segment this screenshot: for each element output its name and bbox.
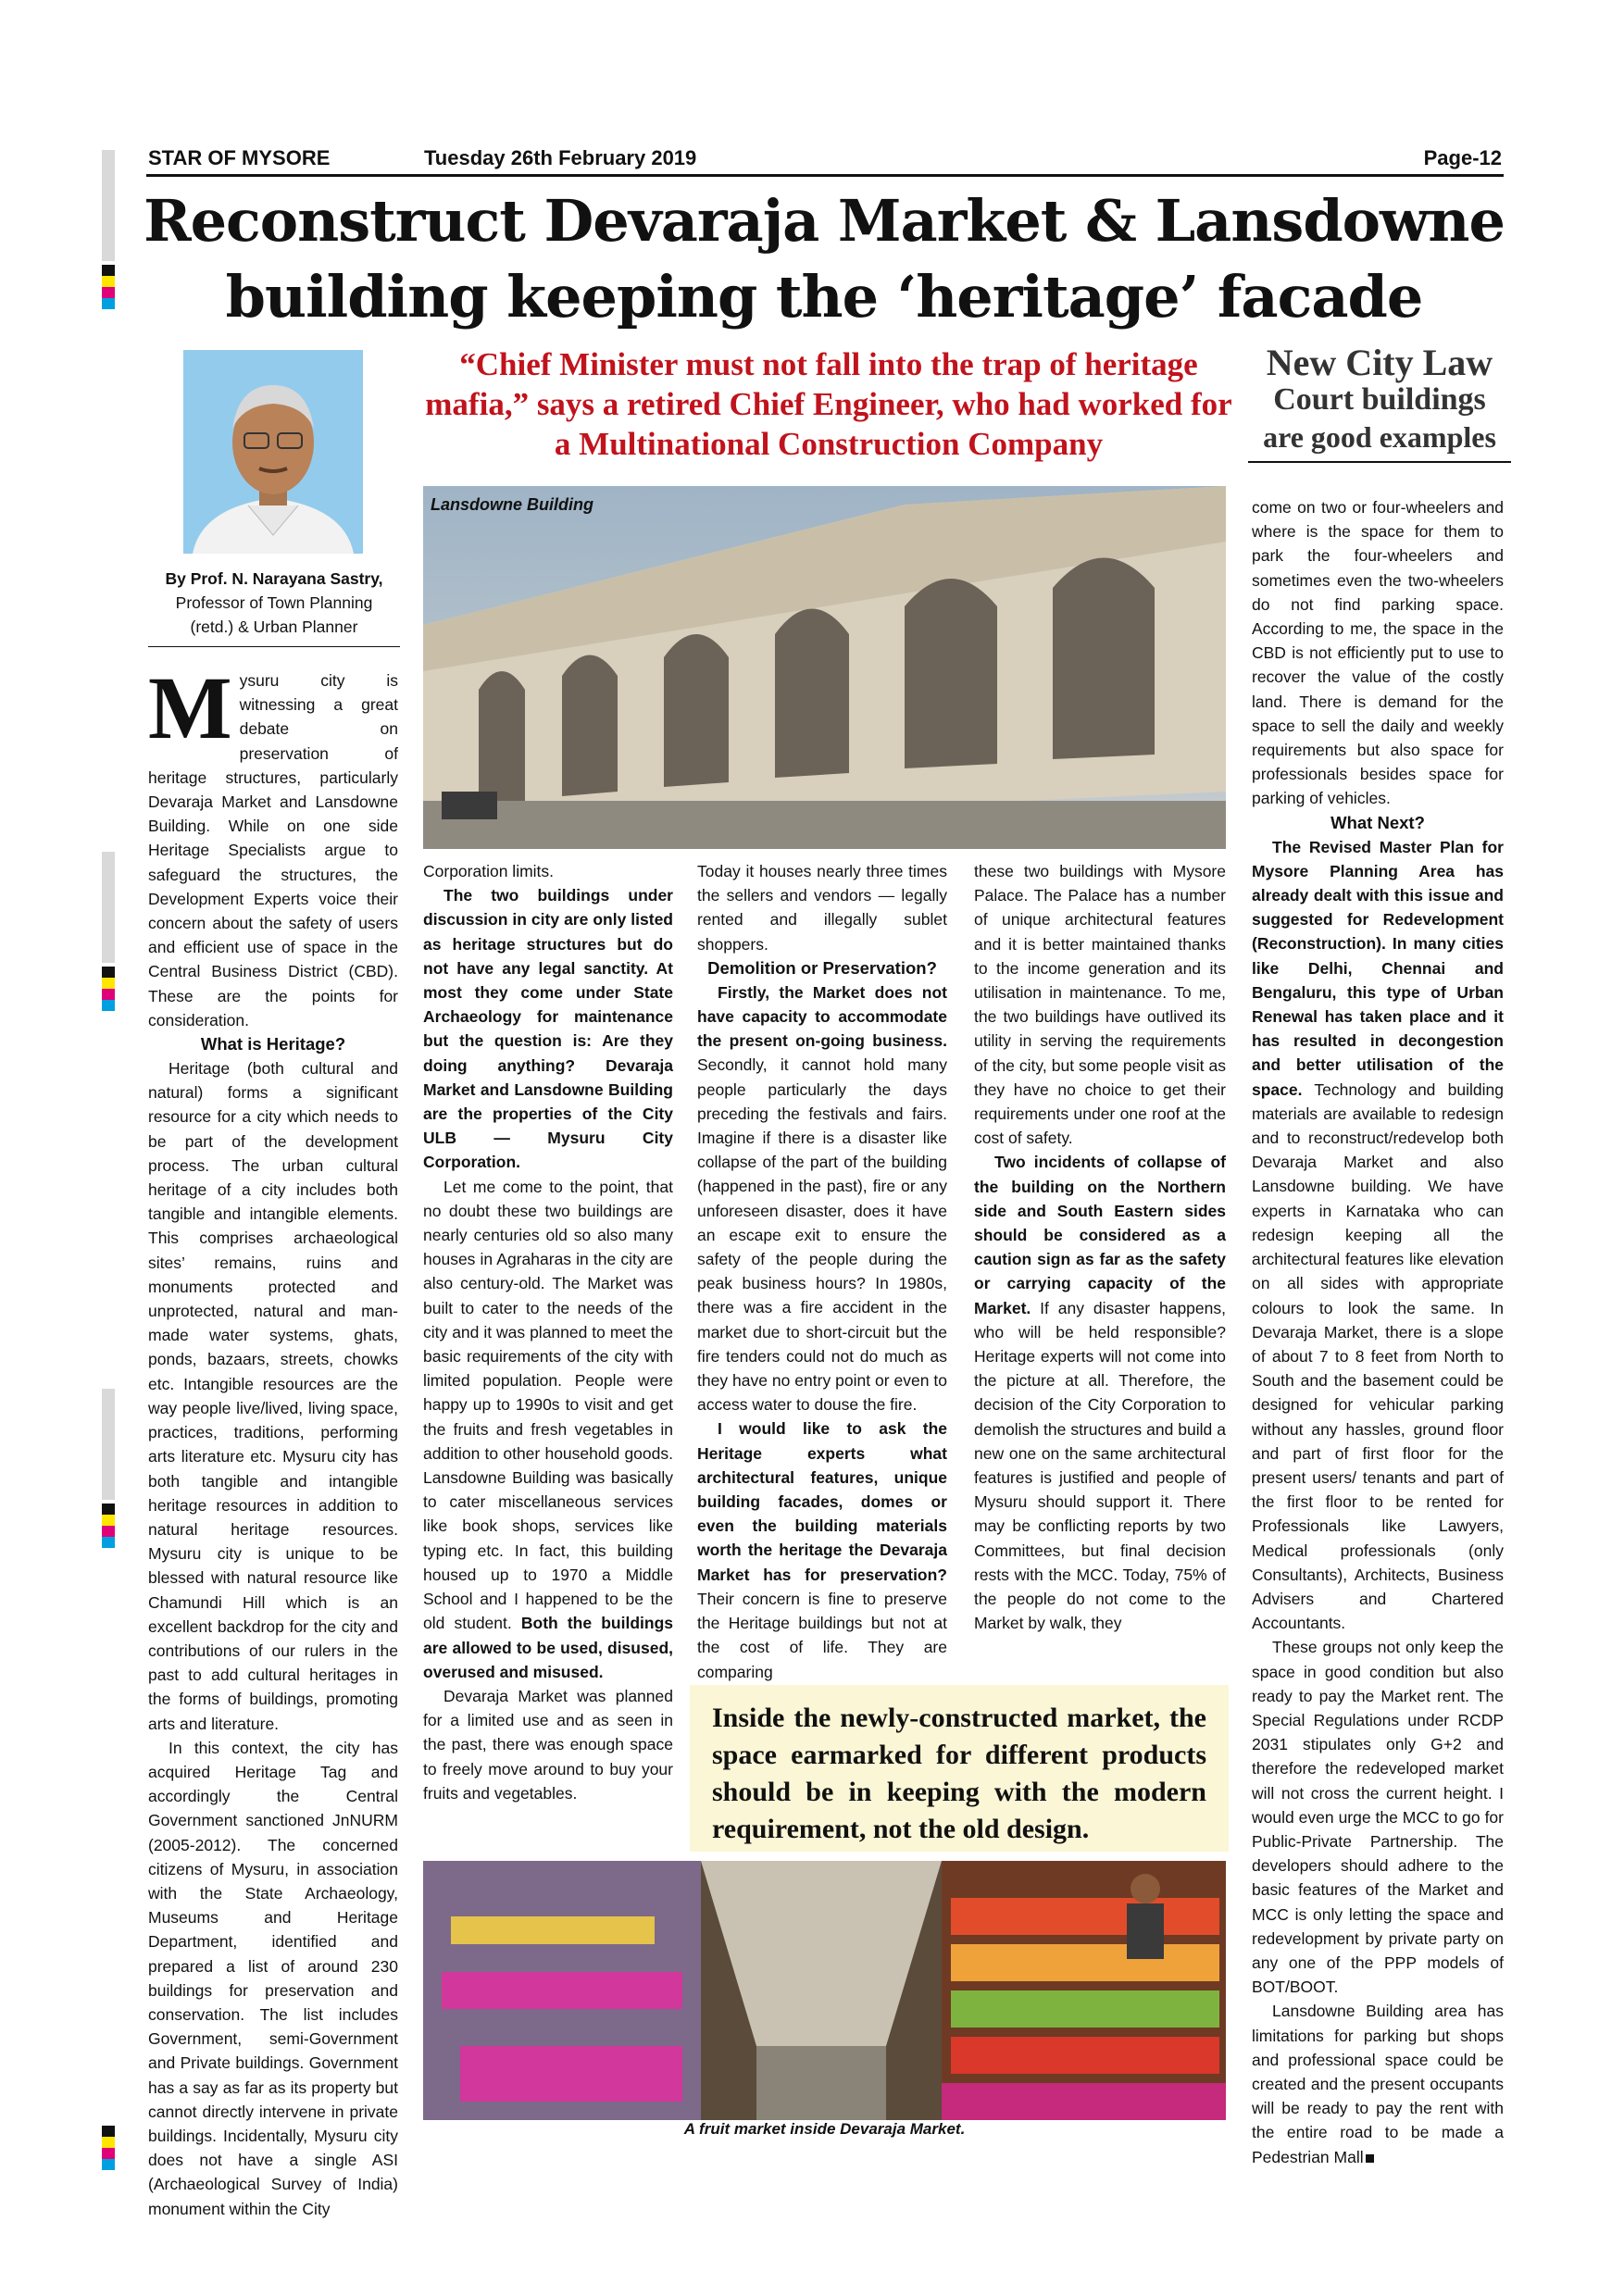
byline: [148, 567, 400, 647]
margin-grey-bar: [102, 1389, 115, 1500]
pull-quote: [690, 1685, 1229, 1852]
section-heading: Demolition or Preservation?: [707, 957, 937, 978]
side-subhead: [1248, 344, 1511, 463]
byline-title-1: Professor of Town Planning: [175, 593, 373, 612]
end-mark: [1366, 2154, 1374, 2163]
paragraph: Corporation limits.: [423, 862, 555, 880]
paragraph: Firstly, the Market does not have capacity to accommodate the present on-going business. Secondly, it cannot hold many people particularly the days preceding the festivals and fairs. Imagine if there is a disaster like collapse of the part of the building (happened in the past), fire or any unforeseen disaster, does it have an escape exit to ensure the safety of the people during the peak business hours? In 1980s, there was a fire accident in the market due to short-circuit but the fire tenders could not do much as they have no entry point or even to access water to douse the fire.: [697, 982, 947, 1415]
masthead: [146, 141, 1504, 177]
headline: [139, 183, 1509, 335]
page-number: Page-12: [1423, 146, 1502, 169]
lansdowne-building-photo: [423, 486, 1226, 849]
paragraph: Two incidents of collapse of the building on the Northern side and South Eastern sides should be considered as a caution sign as far as the safety or carrying capacity of the Market. If any disaster happens, who will be held responsible? Heritage experts will not come into the picture at all. Therefore, the decision of the City Corporation to demolish the structures and build a new one on the same architectural features is justified and people of Mysuru should support it. There may be conflicting reports by two Committees, but final decision rests with the MCC. Today, 75% of the people do not come to the Market by walk, they: [974, 1153, 1226, 1633]
fruit-market-photo: [423, 1861, 1226, 2120]
side-subhead-line-2: Court buildings: [1273, 382, 1486, 417]
registration-marks: [102, 265, 115, 309]
byline-name: By Prof. N. Narayana Sastry,: [165, 569, 383, 588]
paragraph: The two buildings under discussion in city are only listed as heritage structures but do not have any legal sanctity. At most they come under State Archaeology for maintenance but the question is: Are they doing anything? Devaraja Market and Lansdowne Building are the properties of the City ULB — Mysuru City Corporation.: [423, 886, 673, 1172]
headline-line-2: building keeping the ‘heritage’ facade: [225, 263, 1423, 331]
registration-marks: [102, 967, 115, 1011]
headline-line-1: Reconstruct Devaraja Market & Lansdowne: [144, 187, 1505, 255]
pull-quote-text: Inside the newly-constructed market, the space earmarked for different products should be in keeping with the modern requirement, not the old design.: [712, 1703, 1206, 1844]
paragraph: Let me come to the point, that no doubt these two buildings are nearly centuries old so also many houses in Agraharas in the city are also century-old. The Market was built to cater to the needs of the city and it was planned to meet the basic requirements of the city with limited population. People were happy up to 1990s to visit and get the fruits and fresh vegetables in addition to other household goods. Lansdowne Building was basically to cater miscellaneous services like book shops, services like typing etc. In fact, this building housed up to 1970 a Middle School and I happened to be the old student. Both the buildings are allowed to be used, disused, overused and misused.: [423, 1177, 673, 1681]
paragraph: Heritage (both cultural and natural) forms a significant resource for a city which needs to be part of the development process. The urban cultural heritage of a city includes both tangible and intangible elements. This comprises archaeological sites’ remains, ruins and monuments protected and unprotected, natural and man-made water systems, ghats, ponds, bazaars, streets, chowks etc. Intangible resources are the way people live/lived, living space, practices, traditions, performing arts literature etc. Mysuru city has both tangible and intangible heritage resources in addition to natural heritage resources. Mysuru city is unique to be blessed with natural resource like Chamundi Hill which is an excellent backdrop for the city and contributions of our rulers in the past to add cultural heritages in the forms of buildings, promoting arts and literature.: [148, 1059, 398, 1733]
article-column-5: [1252, 495, 1504, 2169]
photo-caption-bottom: A fruit market inside Devaraja Market.: [683, 2120, 966, 2138]
issue-date: Tuesday 26th February 2019: [424, 146, 697, 169]
paragraph: I would like to ask the Heritage experts what architectural features, unique building facades, domes or even the building materials worth the heritage the Devaraja Market has for preservation? Their concern is fine to preserve the Heritage buildings but not at the cost of life. They are comparing: [697, 1419, 947, 1681]
registration-marks: [102, 1504, 115, 1548]
author-photo: [183, 350, 363, 554]
deck: “Chief Minister must not fall into the trap of heritage mafia,” says a retired Chief Engineer, who had worked for a Multinational Construction Company: [425, 346, 1232, 462]
paragraph: come on two or four-wheelers and where is the space for them to park the four-wheelers and sometimes even the two-wheelers do not find parking space. According to me, the space in the CBD is not efficiently put to use to recover the value of the costly land. There is demand for the space to sell the daily and weekly requirements but also space for professionals besides space for parking of vehicles.: [1252, 498, 1504, 808]
article-column-3: [697, 859, 947, 1684]
fruit-market-image: [423, 1861, 1226, 2120]
margin-grey-bar: [102, 852, 115, 963]
drop-cap: M: [148, 658, 232, 757]
paragraph: These groups not only keep the space in good condition but also ready to pay the Market rent. The Special Regulations under RCDP 2031 stipulates only G+2 and therefore the redeveloped market will not cross the current height. I would even urge the MCC to go for Public-Private Partnership. The developers should adhere to the basic features of the Market and MCC is only letting the space and redevelopment by private party on any one of the PPP models of BOT/BOOT.: [1252, 1638, 1504, 1997]
author-portrait: [183, 350, 363, 554]
paragraph: these two buildings with Mysore Palace. The Palace has a number of unique architectural features and it is better maintained thanks to the income generation and its utilisation in maintenance. To me, the two buildings have outlived its utility in serving the requirements of the city, but some people visit as they have no choice to get their requirements under one roof at the cost of safety.: [974, 862, 1226, 1148]
paragraph: Lansdowne Building area has limitations for parking but shops and professional space could be created and the present occupants will be ready to pay the rent with the entire road to be made a Pedestrian Mall: [1252, 2002, 1504, 2166]
registration-marks: [102, 2126, 115, 2170]
paragraph: In this context, the city has acquired Heritage Tag and accordingly the Central Government sanctioned JnNURM (2005-2012). The concerned citizens of Mysuru, in association with the State Archaeology, Museums and Heritage Department, identified and prepared a list of around 230 buildings for preservation and conservation. The list includes Government, semi-Government and Private buildings. Government has a say as far as its property but cannot directly intervene in private buildings. Incidentally, Mysuru city does not have a single ASI (Archaeological Survey of India) monument within the City: [148, 1738, 398, 2218]
margin-grey-bar: [102, 150, 115, 261]
section-heading: What is Heritage?: [200, 1034, 346, 1054]
photo-caption-top: Lansdowne Building: [431, 495, 593, 514]
section-heading: What Next?: [1330, 812, 1425, 832]
byline-title-2: (retd.) & Urban Planner: [190, 618, 358, 636]
paragraph: Today it houses nearly three times the sellers and vendors — legally rented and illegally sublet shoppers.: [697, 862, 947, 954]
side-subhead-line-3: are good examples: [1248, 418, 1511, 463]
lansdowne-building-image: [423, 486, 1226, 849]
article-column-1: [148, 658, 398, 2221]
paragraph: The Revised Master Plan for Mysore Planning Area has already dealt with this issue and suggested for Redevelopment (Reconstruction). In many cities like Delhi, Chennai and Bengaluru, this type of Urban Renewal has taken place and it has resulted in decongestion and better utilisation of the space. Technology and building materials are available to redesign and to reconstruct/redevelop both Devaraja Market and also Lansdowne building. We have experts in Karnataka who can redesign keeping all the architectural features like elevation on all sides with appropriate colours to look the same. In Devaraja Market, there is a slope of about 7 to 8 feet from North to South and the basement could be designed for vehicular parking without any hassles, ground floor and part of first floor for the present users/ tenants and part of the first floor to be rented for Professionals like Lawyers, Medical professionals (only Consultants), Architects, Business Advisers and Chartered Accountants.: [1252, 837, 1504, 1633]
article-column-2: [423, 859, 673, 1805]
paragraph: Mysuru city is witnessing a great debate on preservation of heritage structures, particularly Devaraja Market and Lansdowne Building. While on one side Heritage Specialists argue to safeguard the structures, the Development Experts voice their concern about the safety of users and efficient use of space in the Central Business District (CBD). These are the points for consideration.: [148, 658, 398, 1029]
paragraph: Devaraja Market was planned for a limited use and as seen in the past, there was enough space to freely move around to buy your fruits and vegetables.: [423, 1686, 673, 1803]
side-subhead-line-1: New City Law: [1266, 342, 1493, 383]
article-column-4: [974, 859, 1226, 1636]
paper-name: STAR OF MYSORE: [148, 146, 331, 169]
